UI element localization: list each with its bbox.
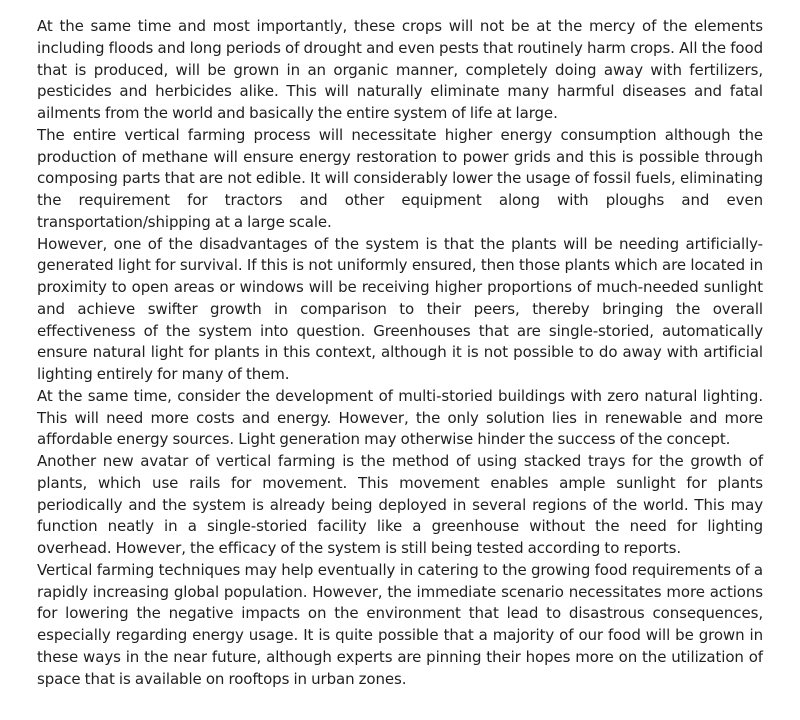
paragraph-multi-storied-buildings: At the same time, consider the development of multi-storied buildings with zero natural lighting. This will need more costs and energy. However, the only solution lies in renewable and more affordable energy sources. Light generation may otherwise hinder the success of the concept.: [37, 386, 763, 449]
paragraph-artificial-light: However, one of the disadvantages of the system is that the plants will be needing artificially-generated light for survival. If this is not uniformly ensured, then those plants which are located in proximity to open areas or windows will be receiving higher proportions of much-needed sunlight and achieve swifter growth in comparison to their peers, thereby bringing the overall effectiveness of the system into question. Greenhouses that are single-storied, automatically ensure natural light for plants in this context, although it is not possible to do away with artificial lighting entirely for many of them.: [37, 234, 763, 383]
paragraph-energy-consumption: The entire vertical farming process will necessitate higher energy consumption although the production of methane will ensure energy restoration to power grids and this is possible through composing parts that are not edible. It will considerably lower the usage of fossil fuels, eliminating the requirement for tractors and other equipment along with ploughs and even transportation/shipping at a large scale.: [37, 125, 763, 231]
paragraph-crops-protection: At the same time and most importantly, these crops will not be at the mercy of the elements including floods and long periods of drought and even pests that routinely harm crops. All the food that is produced, will be grown in an organic manner, completely doing away with fertilizers, pesticides and herbicides alike. This will naturally eliminate many harmful diseases and fatal ailments from the world and basically the entire system of life at large.: [37, 17, 763, 122]
paragraph-conclusion: Vertical farming techniques may help eventually in catering to the growing food requirements of a rapidly increasing global population. However, the immediate scenario necessitates more actions for lowering the negative impacts on the environment that lead to disastrous consequences, especially regarding energy usage. It is quite possible that a majority of our food will be grown in these ways in the near future, although experts are pinning their hopes more on the utilization of space that is available on rooftops in urban zones.: [37, 560, 763, 688]
paragraph-stacked-trays: Another new avatar of vertical farming is the method of using stacked trays for the growth of plants, which use rails for movement. This movement enables ample sunlight for plants periodically and the system is already being deployed in several regions of the world. This may function neatly in a single-storied facility like a greenhouse without the need for lighting overhead. However, the efficacy of the system is still being tested according to reports.: [37, 452, 763, 557]
